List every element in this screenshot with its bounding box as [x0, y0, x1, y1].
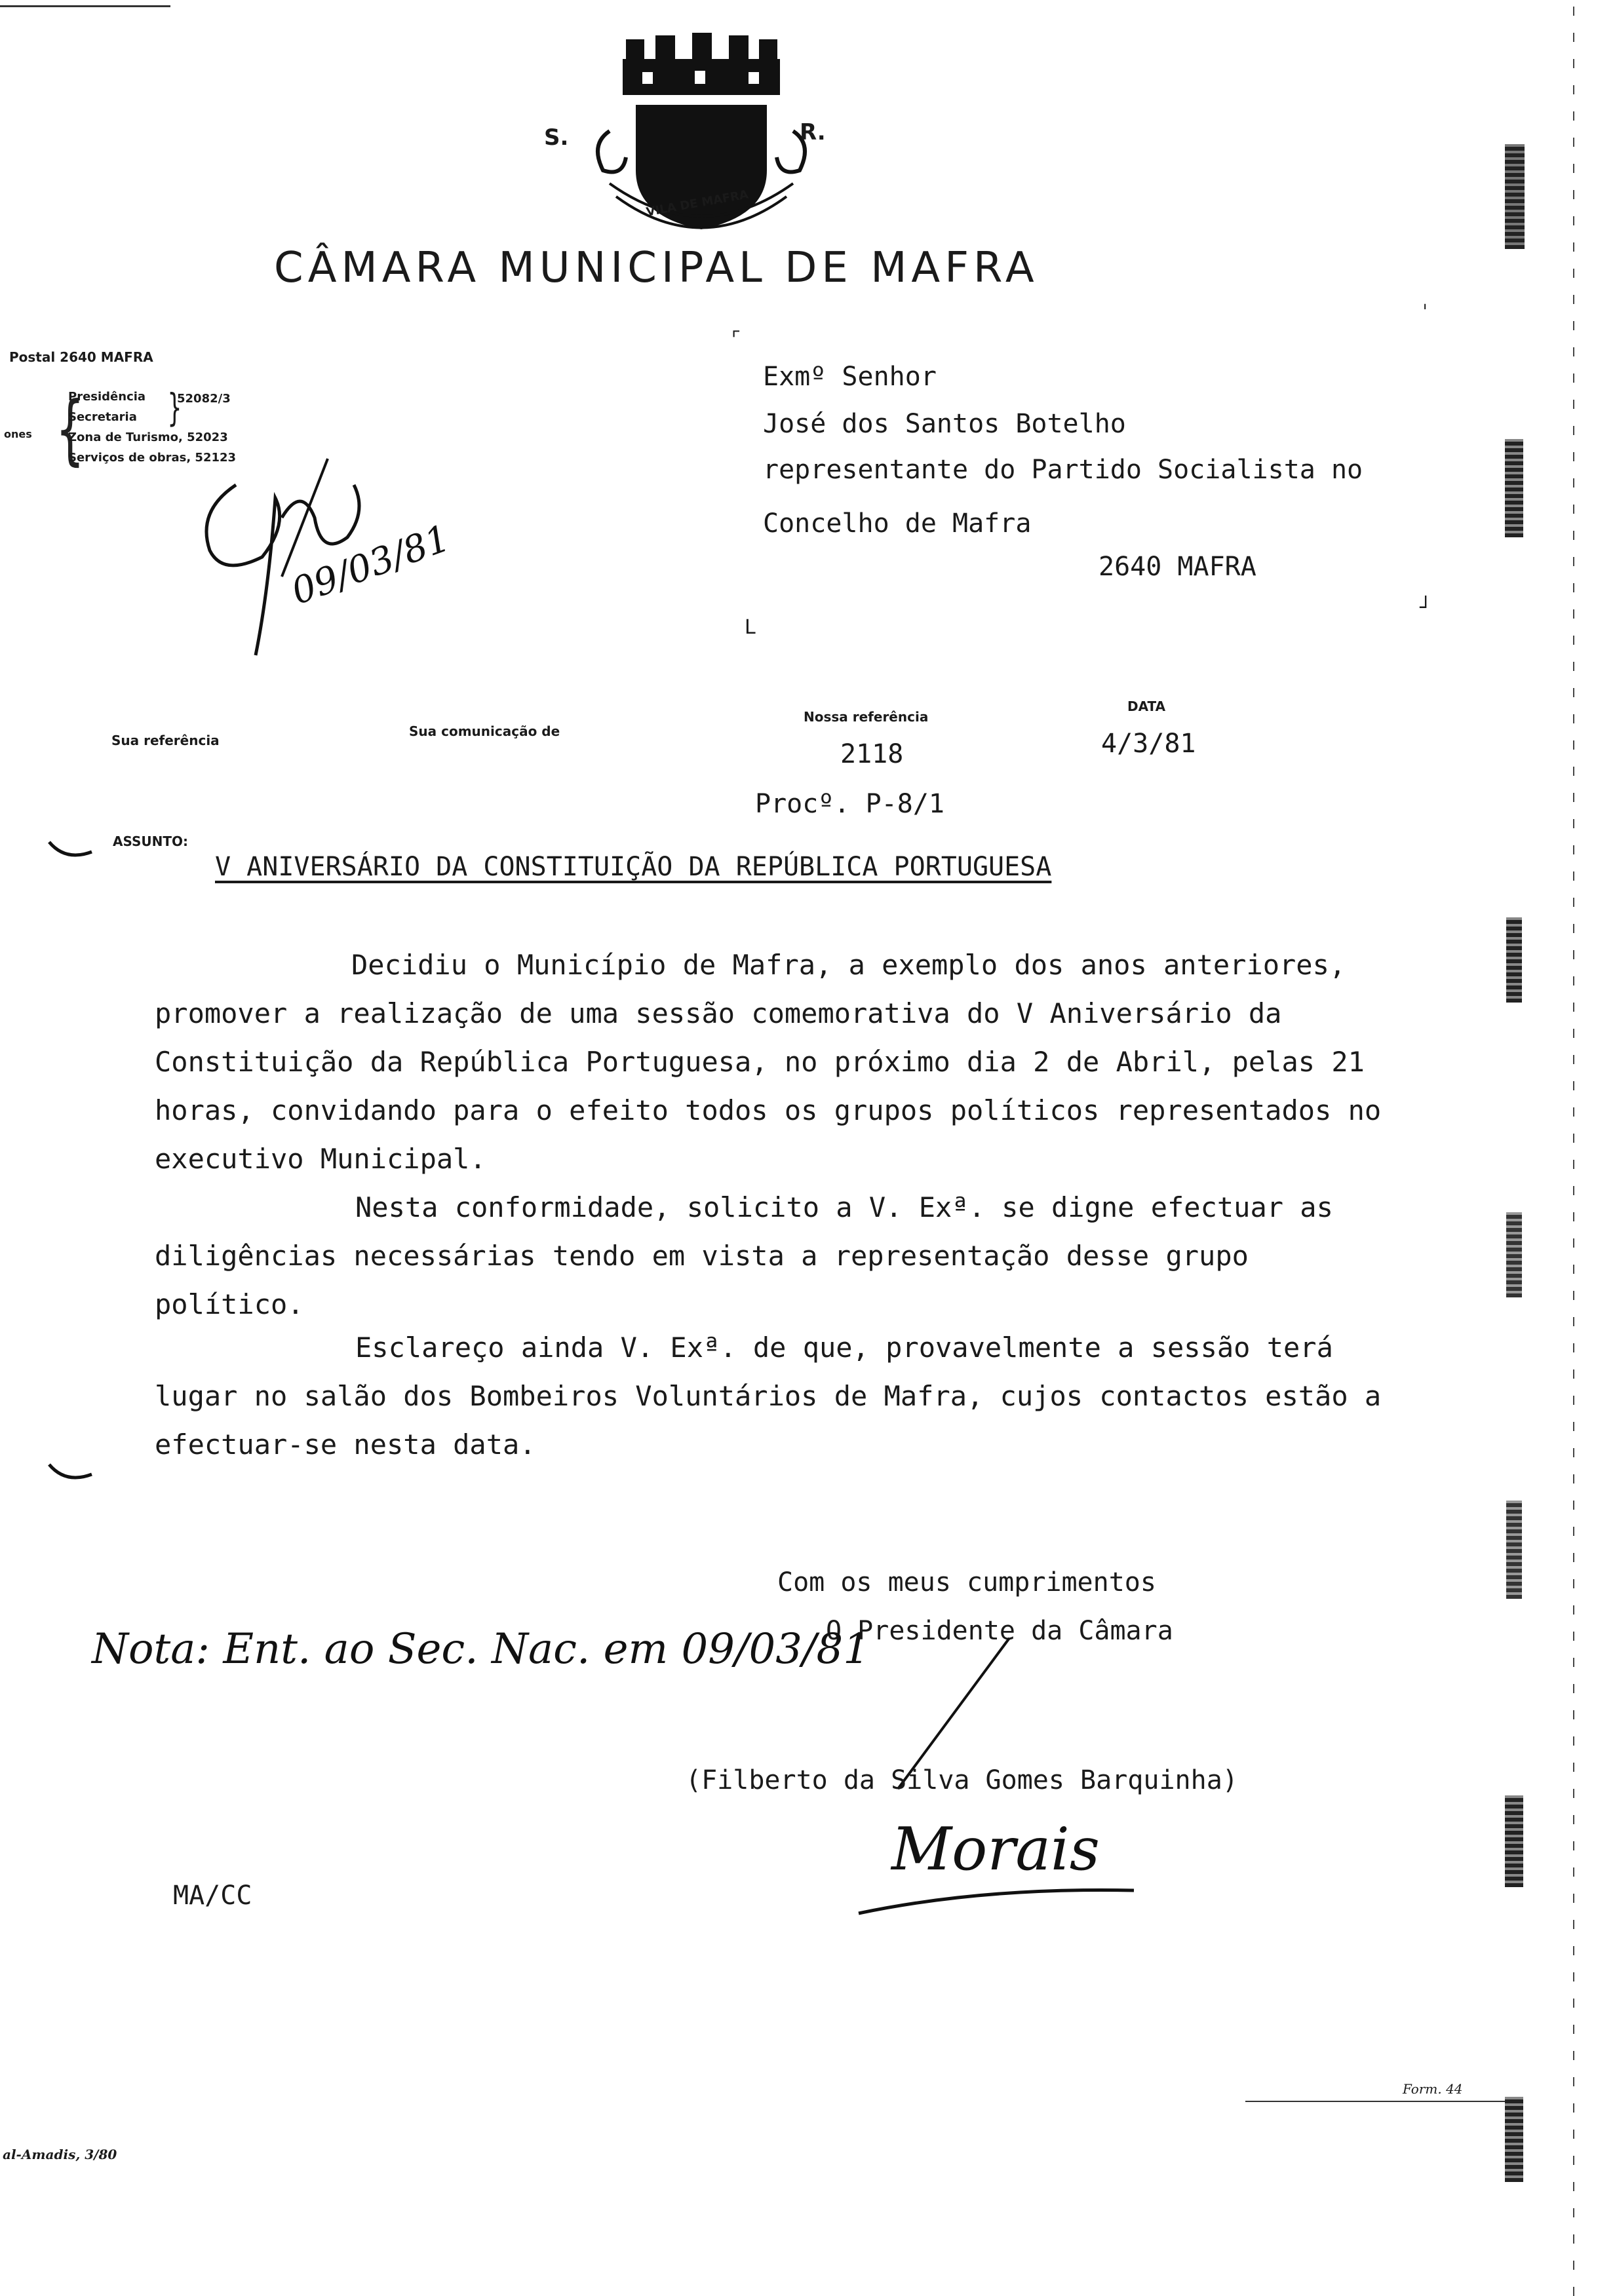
corner-mark-icon: ⌜: [731, 328, 741, 351]
footer-form-number: Form. 44: [1403, 2081, 1463, 2097]
typist-initials: MA/CC: [173, 1881, 252, 1911]
your-communication-label: Sua comunicação de: [409, 723, 560, 739]
signer-role: O Presidente da Câmara: [826, 1616, 1173, 1646]
recipient-title: representante do Partido Socialista no: [763, 455, 1363, 485]
scan-top-line: [0, 5, 170, 7]
scan-edge-artifact: [1506, 1212, 1522, 1297]
corner-mark-icon: L: [745, 616, 756, 639]
footer-print-code: al-Amadis, 3/80: [3, 2147, 117, 2162]
punch-hole-mark-icon: [46, 839, 98, 865]
corner-mark-icon: ˈ: [1422, 301, 1428, 324]
subject-value: V ANIVERSÁRIO DA CONSTITUIÇÃO DA REPÚBLICA PORTUGUESA: [215, 852, 1052, 882]
recipient-postal-code: 2640 MAFRA: [1099, 552, 1256, 582]
scan-edge-artifact: [1505, 439, 1523, 537]
scan-edge-artifact: [1506, 917, 1522, 1003]
seal-ribbon-text: VILA DE MAFRA: [645, 187, 750, 220]
date-value: 4/3/81: [1101, 729, 1196, 759]
handwritten-note: Nota: Ent. ao Sec. Nac. em 09/03/81: [92, 1625, 870, 1674]
our-reference-label: Nossa referência: [804, 709, 929, 725]
punch-hole-mark-icon: [46, 1461, 98, 1487]
corner-mark-icon: ┘: [1420, 596, 1432, 619]
seal-letter-right: R.: [800, 119, 826, 145]
scan-edge-artifact: [1506, 1501, 1522, 1599]
phone-number: 52082/3: [177, 392, 231, 406]
your-reference-label: Sua referência: [111, 733, 220, 748]
scan-edge-artifact: [1505, 144, 1525, 249]
phone-line: Secretaria: [68, 410, 137, 424]
date-label: DATA: [1127, 698, 1166, 714]
brace-icon: {: [55, 385, 85, 474]
our-reference-value: 2118: [840, 739, 904, 769]
process-number: Procº. P-8/1: [755, 789, 944, 819]
body-paragraph-3: Esclareço ainda V. Exª. de que, provavelmente a sessão terá lugar no salão dos Bombeiros Voluntários de Mafra, cujos contactos estão a efectuar-se nesta data.: [155, 1331, 1382, 1461]
recipient-name: José dos Santos Botelho: [763, 409, 1126, 439]
coat-of-arms-seal: [564, 33, 839, 242]
signature-underline: [852, 1881, 1140, 1920]
handwritten-signature: Morais: [891, 1815, 1100, 1884]
scan-edge-artifact: [1505, 1795, 1523, 1887]
handwritten-stamp-date: 09/03/81: [286, 516, 456, 614]
phone-line: Zona de Turismo, 52023: [68, 430, 228, 444]
brace-icon: }: [167, 385, 182, 430]
phone-line: Presidência: [68, 390, 146, 404]
recipient-location: Concelho de Mafra: [763, 508, 1032, 539]
footer-rule: [1245, 2101, 1508, 2102]
seal-letter-left: S.: [544, 124, 569, 151]
postal-address: Postal 2640 MAFRA: [9, 349, 153, 365]
phone-line: Serviços de obras, 52123: [68, 451, 237, 465]
phones-label: ones: [4, 428, 32, 440]
body-paragraph-1: Decidiu o Município de Mafra, a exemplo dos anos anteriores, promover a realização de uma sessão comemorativa do V Aniversário da Constituição da República Portuguesa, no próximo dia 2 de Abril, pelas 21 horas, convidando para o efeito todos os grupos políticos representados no executivo Municipal.: [155, 949, 1382, 1175]
signer-name: (Filberto da Silva Gomes Barquinha): [686, 1765, 1238, 1795]
closing-greeting: Com os meus cumprimentos: [777, 1567, 1156, 1598]
subject-label: ASSUNTO:: [113, 833, 189, 849]
recipient-salutation: Exmº Senhor: [763, 362, 937, 392]
scan-edge-artifact: [1505, 2097, 1523, 2182]
body-paragraph-2: Nesta conformidade, solicito a V. Exª. se digne efectuar as diligências necessárias tendo em vista a representação desse grupo político.: [155, 1191, 1333, 1320]
scan-edge-line: [1573, 0, 1574, 2296]
org-title: CÂMARA MUNICIPAL DE MAFRA: [274, 244, 1039, 292]
